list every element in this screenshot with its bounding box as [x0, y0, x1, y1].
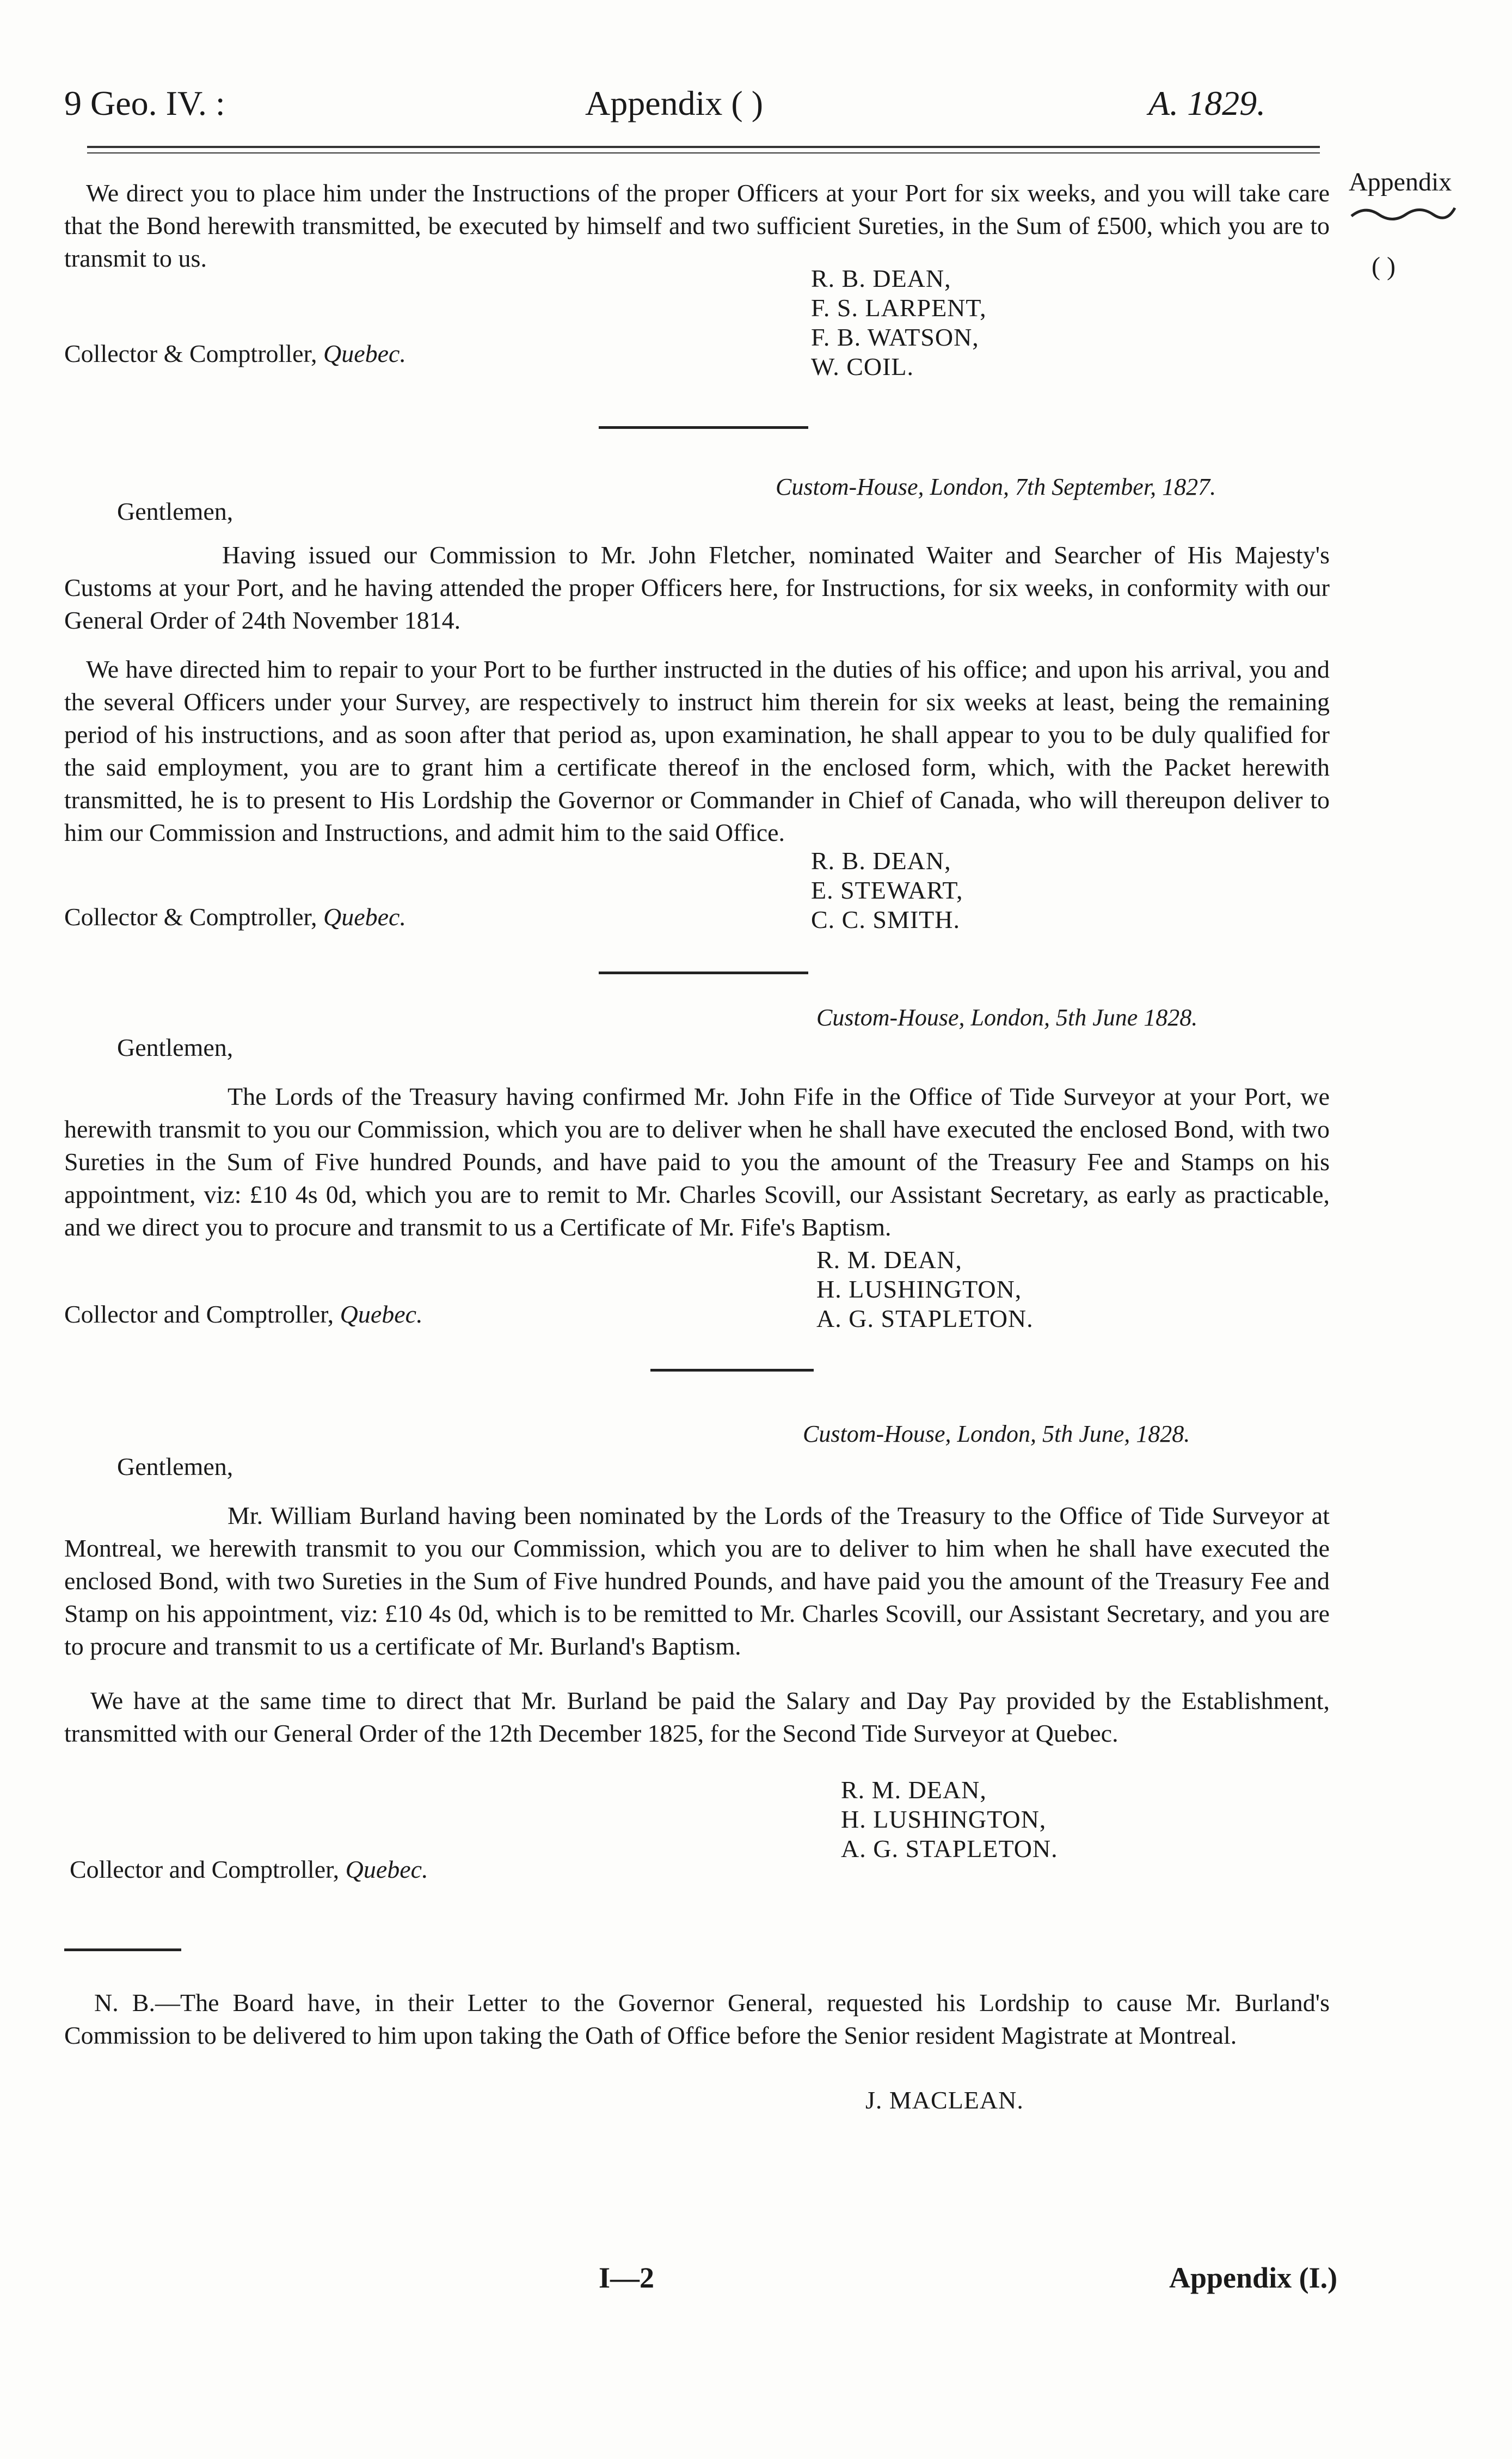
letter3-salutation: Gentlemen,	[117, 1034, 233, 1061]
letter2-salutation: Gentlemen,	[117, 497, 233, 525]
signatory: F. B. WATSON,	[811, 323, 979, 351]
letter3-signatures	[816, 1245, 1034, 1333]
addressee-place: Quebec.	[323, 903, 406, 931]
addressee-place: Quebec.	[345, 1855, 428, 1883]
addressee-title: Collector & Comptroller,	[64, 340, 317, 367]
signatory: W. COIL.	[811, 353, 914, 380]
letter4-signatures	[841, 1775, 1058, 1864]
header-year: A. 1829.	[1148, 84, 1266, 122]
signatory: R. M. DEAN,	[841, 1776, 987, 1804]
addressee-title: Collector & Comptroller,	[64, 903, 317, 931]
letter4-paragraph: Mr. William Burland having been nominated by the Lords of the Treasury to the Office of Tide Surveyor at Montreal, we herewith transmit to you our Commission, which you are to deliver to him when he shall have executed the enclosed Bond, with two Sureties in the Sum of Five hundred Pounds, and have paid you the amount of the Treasury Fee and Stamp on his appointment, viz: £10 4s 0d, which is to be remitted to Mr. Charles Scovill, our Assistant Secretary, and you are to procure and transmit to us a certificate of Mr. Burland's Baptism.	[64, 1502, 1330, 1660]
header-rule-bottom	[87, 152, 1320, 153]
addressee-title: Collector and Comptroller,	[70, 1855, 340, 1883]
signatory: R. B. DEAN,	[811, 847, 951, 875]
addressee-title: Collector and Comptroller,	[64, 1300, 334, 1328]
letter1-addressee	[64, 337, 406, 370]
section-divider	[599, 426, 808, 429]
letter4-salutation: Gentlemen,	[117, 1453, 233, 1480]
letter3-paragraph: The Lords of the Treasury having confirmed Mr. John Fife in the Office of Tide Surveyor at your Port, we herewith transmit to you our Commission, which you are to deliver when he shall have executed the enclosed Bond, with two Sureties in the Sum of Five hundred Pounds, and have paid to you the amount of the Treasury Fee and Stamps on his appointment, viz: £10 4s 0d, which you are to remit to Mr. Charles Scovill, our Assistant Secretary, as early as practicable, and we direct you to procure and transmit to us a Certificate of Mr. Fife's Baptism.	[64, 1083, 1330, 1241]
signatory: E. STEWART,	[811, 876, 963, 904]
signatory: R. M. DEAN,	[816, 1246, 962, 1274]
margin-appendix-bracket: ( )	[1372, 252, 1396, 281]
header-regnal-year: 9 Geo. IV. :	[64, 84, 225, 122]
header-rule-top	[87, 146, 1320, 148]
letter3-dateline: Custom-House, London, 5th June 1828.	[816, 1004, 1198, 1031]
letter2-dateline: Custom-House, London, 7th September, 1827.	[776, 474, 1216, 500]
signatory: R. B. DEAN,	[811, 265, 951, 292]
signatory: F. S. LARPENT,	[811, 294, 987, 322]
letter4-paragraph: We have at the same time to direct that Mr. Burland be paid the Salary and Day Pay provided by the Establishment, transmitted with our General Order of the 12th December 1825, for the Second Tide Surveyor at Quebec.	[64, 1687, 1330, 1747]
letter2-paragraph: Having issued our Commission to Mr. John Fletcher, nominated Waiter and Searcher of His Majesty's Customs at your Port, and he having attended the proper Officers here, for Instructions, for six weeks, in conformity with our General Order of 24th November 1814.	[64, 541, 1330, 634]
section-divider	[650, 1369, 814, 1372]
letter2-paragraph: We have directed him to repair to your Port to be further instructed in the duties of his office; and upon his arrival, you and the several Officers under your Survey, are respectively to instruct him therein for six weeks at least, being the remaining period of his instructions, and as soon after that period as, upon examination, he shall appear to you to be duly qualified for the said employment, you are to grant him a certificate thereof in the enclosed form, which, with the Packet herewith transmitted, he is to present to His Lordship the Governor or Commander in Chief of Canada, who will thereupon deliver to him our Commission and Instructions, and admit him to the said Office.	[64, 655, 1330, 846]
note-signatory: J. MACLEAN.	[865, 2086, 1024, 2114]
header-appendix-title: Appendix ( )	[585, 84, 764, 122]
letter4-dateline: Custom-House, London, 5th June, 1828.	[803, 1421, 1190, 1447]
letter1-signatures	[811, 264, 987, 382]
signatory: H. LUSHINGTON,	[816, 1275, 1022, 1303]
footer-page-ref: I—2	[599, 2261, 655, 2294]
addressee-place: Quebec.	[340, 1300, 423, 1328]
signatory: C. C. SMITH.	[811, 906, 960, 933]
margin-appendix-label: Appendix	[1349, 168, 1452, 196]
letter2-signatures	[811, 846, 963, 935]
letter2-addressee	[64, 901, 406, 933]
letter3-addressee	[64, 1298, 423, 1331]
signatory: A. G. STAPLETON.	[841, 1835, 1058, 1862]
signatory: A. G. STAPLETON.	[816, 1305, 1034, 1332]
letter1-body: We direct you to place him under the Instructions of the proper Officers at your Port for six weeks, and you will take care that the Bond herewith transmitted, be executed by himself and two sufficient Sureties, in the Sum of £500, which you are to transmit to us.	[64, 179, 1330, 272]
letter4-addressee	[70, 1853, 428, 1886]
addressee-place: Quebec.	[323, 340, 406, 367]
margin-flourish-icon	[1349, 202, 1458, 224]
signatory: H. LUSHINGTON,	[841, 1805, 1047, 1833]
note-divider	[64, 1948, 181, 1951]
section-divider	[599, 972, 808, 974]
note-text: N. B.—The Board have, in their Letter to the Governor General, requested his Lordship to cause Mr. Burland's Commission to be delivered to him upon taking the Oath of Office before the Senior resident Magistrate at Montreal.	[64, 1989, 1330, 2049]
footer-appendix-ref: Appendix (I.)	[1169, 2261, 1338, 2294]
